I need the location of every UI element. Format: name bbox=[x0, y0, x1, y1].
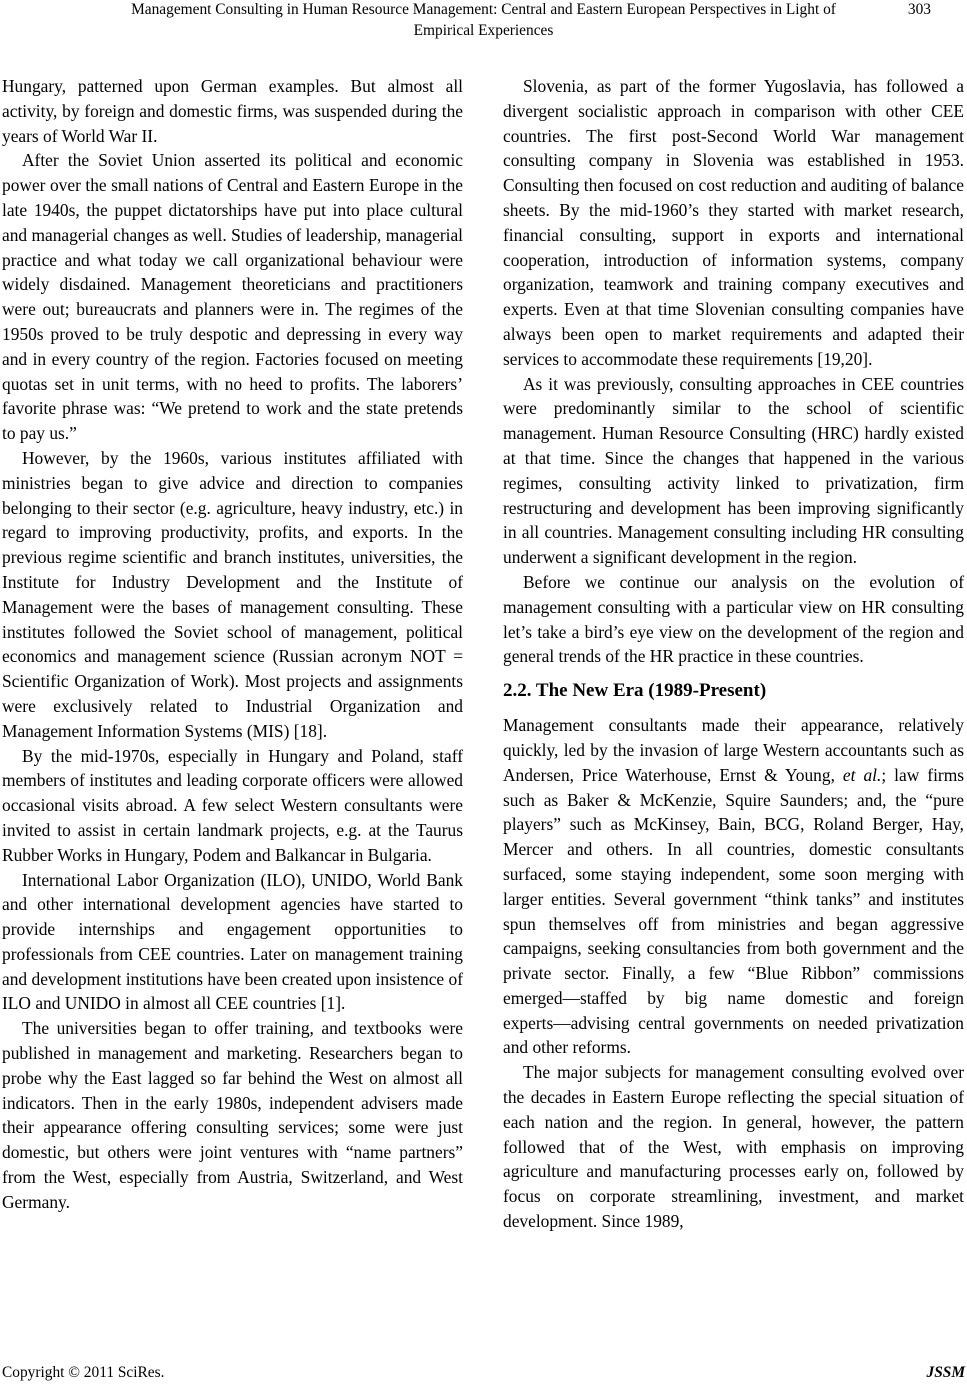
paragraph: Slovenia, as part of the former Yugoslavia, has followed a divergent socialistic approach in comparison with other CEE countries. The first post-Second World War management consulting company in Slovenia was established in 1953. Consulting then focused on cost reduction and auditing of balance sheets. By the mid-1960’s they started with market research, financial consulting, support in exports and international cooperation, introduction of information systems, company organization, teamwork and training company executives and experts. Even at that time Slovenian consulting companies have always been open to market requirements and adapted their services to accommodate these requirements [19,20]. bbox=[503, 76, 964, 369]
paragraph: International Labor Organization (ILO), UNIDO, World Bank and other international development agencies have started to provide internships and engagement opportunities to professionals from CEE countries. Later on management training and development institutions have been created upon insistence of ILO and UNIDO in almost all CEE countries [1]. bbox=[2, 869, 463, 1014]
paragraph: However, by the 1960s, various institutes affiliated with ministries began to give advice and direction to companies belonging to their sector (e.g. agriculture, heavy industry, etc.) in regard to improving productivity, profits, and exports. In the previous regime scientific and branch institutes, universities, the Institute for Industry Development and the Institute of Management were the bases of management consulting. These institutes followed the Soviet school of management, political economics and management science (Russian acronym NOT = Scientific Organization of Work). Most projects and assignments were exclusively related to Industrial Organization and Management Information Systems (MIS) [18]. bbox=[2, 447, 463, 741]
paragraph: Before we continue our analysis on the evolution of management consulting with a particular view on HR consulting let’s take a bird’s eye view on the development of the region and general trends of the HR practice in these countries. bbox=[503, 571, 964, 667]
section-heading: 2.2. The New Era (1989-Present) bbox=[503, 680, 767, 702]
paragraph: By the mid-1970s, especially in Hungary and Poland, staff members of institutes and leading corporate officers were allowed occasional visits abroad. A few select Western consultants were invited to assist in certain landmark projects, e.g. at the Taurus Rubber Works in Hungary, Podem and Balkancar in Bulgaria. bbox=[2, 745, 463, 865]
journal-abbreviation: JSSM bbox=[926, 1364, 965, 1381]
running-header bbox=[0, 0, 967, 44]
page-footer bbox=[0, 1364, 967, 1386]
page-number: 303 bbox=[907, 1, 931, 18]
paragraph: The universities began to offer training, and textbooks were published in management and marketing. Researchers began to probe why the East lagged so far behind the West on almost all indicators. Then in the early 1980s, independent advisers made their appearance offering consulting services; some were just domestic, but others were joint ventures with “name partners” from the West, especially from Austria, Switzerland, and West Germany. bbox=[2, 1018, 463, 1212]
paragraph: After the Soviet Union asserted its political and economic power over the small nations of Central and Eastern Europe in the late 1940s, the puppet dictatorships have put into place cultural and managerial changes as well. Studies of leadership, managerial practice and what today we call organizational behaviour were widely disdained. Management theoreticians and practitioners were out; bureaucrats and planners were in. The regimes of the 1950s proved to be truly despotic and depressing in every way and in every country of the region. Factories focused on meeting quotas set in unit terms, with no heed to profits. The laborers’ favorite phrase was: “We pretend to work and the state pretends to pay us.” bbox=[2, 150, 463, 444]
right-column bbox=[503, 74, 964, 1234]
left-column bbox=[2, 74, 463, 1215]
running-title: Management Consulting in Human Resource Management: Central and Eastern European Perspectives in Light of Empirical Experiences bbox=[131, 1, 836, 39]
paragraph bbox=[503, 713, 964, 1060]
paragraph: Hungary, patterned upon German examples. But almost all activity, by foreign and domestic firms, was suspended during the years of World War II. bbox=[2, 76, 463, 146]
text-run: ; law firms such as Baker & McKenzie, Squire Saunders; and, the “pure players” such as McKinsey, Bain, BCG, Roland Berger, Hay, Mercer and others. In all countries, domestic consultants surfaced, some staying independent, some soon merging with larger entities. Several government “think tanks” and institutes spun themselves off from ministries and began aggressive campaigns, seeking consultancies from both government and the private sector. Finally, a few “Blue Ribbon” commissions emerged―staffed by big name domestic and foreign experts―advising central governments on needed privatization and other reforms. bbox=[503, 764, 964, 1058]
italic-text: et al. bbox=[842, 764, 882, 785]
paragraph: The major subjects for management consulting evolved over the decades in Eastern Europe reflecting the special situation of each nation and the region. In general, however, the pattern followed that of the West, with emphasis on improving agriculture and manufacturing processes early on, followed by focus on corporate streamlining, investment, and market development. Since 1989, bbox=[503, 1062, 964, 1232]
text-run: Management consultants made their appearance, relatively quickly, led by the invasion of large Western accountants such as Andersen, Price Waterhouse, Ernst & Young, bbox=[503, 715, 964, 785]
paragraph: As it was previously, consulting approaches in CEE countries were predominantly similar to the school of scientific management. Human Resource Consulting (HRC) hardly existed at that time. Since the changes that happened in the various regimes, consulting activity linked to privatization, firm restructuring and development has been improving significantly in all countries. Management consulting including HR consulting underwent a significant development in the region. bbox=[503, 373, 964, 568]
copyright-notice: Copyright © 2011 SciRes. bbox=[2, 1364, 165, 1381]
